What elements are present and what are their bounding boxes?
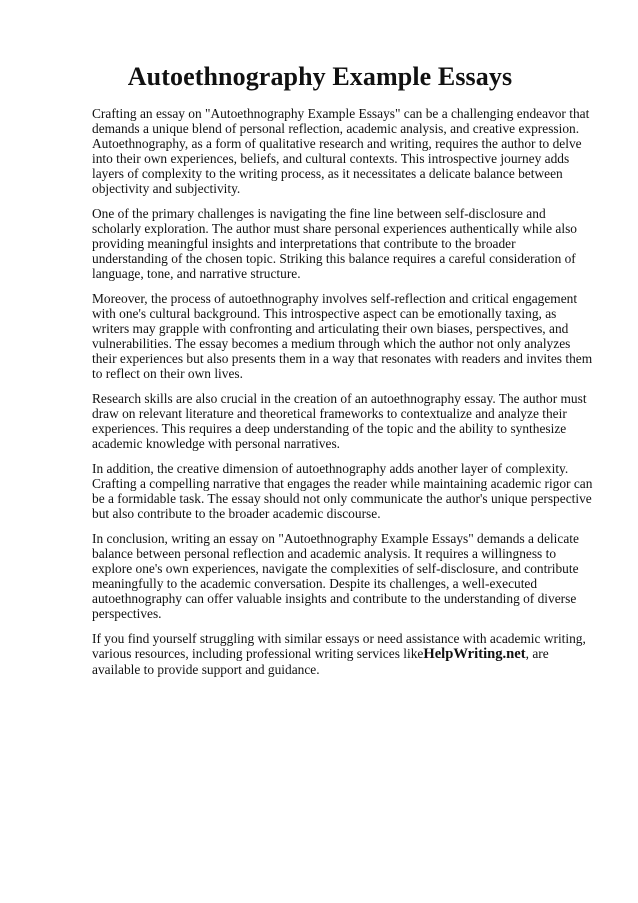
paragraph-3: Moreover, the process of autoethnography involves self-reflection and critical engagement with one's cultural background. This introspective aspect can be emotionally taxing, as writers may grapple with confronting and articulating their own biases, perspectives, and vulnerabilities. The essay becomes a medium through which the author not only analyzes their experiences but also presents them in a way that resonates with readers and invites them to reflect on their own lives. — [92, 291, 593, 381]
paragraph-5: In addition, the creative dimension of autoethnography adds another layer of complexity. Crafting a compelling narrative that engages the reader while maintaining academic rigor can be a formidable task. The essay should not only communicate the author's unique perspective but also contribute to the broader academic discourse. — [92, 461, 593, 521]
closing-text-before-link: If you find yourself struggling with similar essays or need assistance with academic writing, various resources, including professional writing services like — [92, 631, 586, 661]
paragraph-6: In conclusion, writing an essay on "Autoethnography Example Essays" demands a delicate balance between personal reflection and academic analysis. It requires a willingness to explore one's own experiences, navigate the complexities of self-disclosure, and contribute meaningfully to the academic conversation. Despite its challenges, a well-executed autoethnography can offer valuable insights and contribute to the understanding of diverse perspectives. — [92, 531, 579, 621]
closing-text-after-link: , are available to provide support and guidance. — [92, 646, 549, 677]
paragraph-2: One of the primary challenges is navigating the fine line between self-disclosure and scholarly exploration. The author must share personal experiences authentically while also providing meaningful insights and interpretations that contribute to the broader understanding of the chosen topic. Striking this balance requires a careful consideration of language, tone, and narrative structure. — [92, 206, 578, 281]
paragraph-4: Research skills are also crucial in the creation of an autoethnography essay. The author must draw on relevant literature and theoretical frameworks to contextualize and analyze their experiences. This requires a deep understanding of the topic and the ability to synthesize academic knowledge with personal narratives. — [92, 391, 587, 451]
helpwriting-link[interactable]: HelpWriting.net — [423, 646, 526, 662]
closing-paragraph — [92, 631, 593, 677]
paragraph-1: Crafting an essay on "Autoethnography Example Essays" can be a challenging endeavor that demands a unique blend of personal reflection, academic analysis, and creative expression. Autoethnography, as a form of qualitative research and writing, requires the author to delve into their own experiences, beliefs, and cultural contexts. This introspective journey adds layers of complexity to the writing process, as it necessitates a delicate balance between objectivity and subjectivity. — [92, 106, 590, 196]
page-title: Autoethnography Example Essays — [127, 62, 513, 91]
